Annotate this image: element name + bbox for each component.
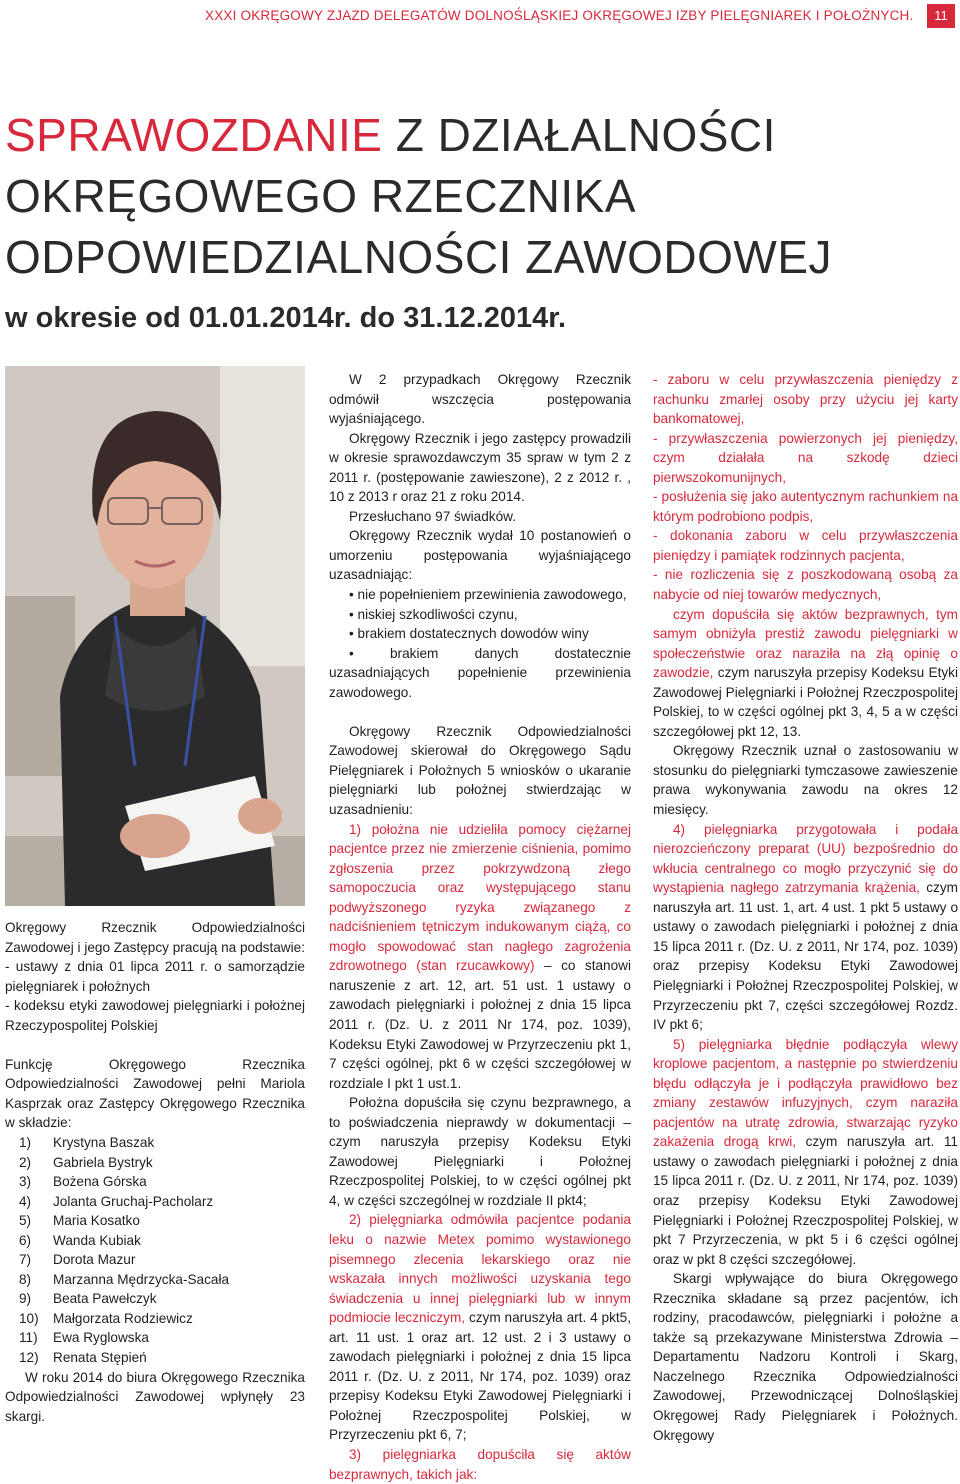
case-3-item: - dokonania zaboru w celu przywłaszczenia pieniędzy i pamiątek rodzinnych pacjenta, xyxy=(653,528,958,563)
page-number: 11 xyxy=(927,4,955,28)
title-line2: OKRĘGOWEGO RZECZNIKA xyxy=(5,170,637,222)
col2-paragraph: Okręgowy Rzecznik i jego zastępcy prowadzili w okresie sprawozdawczym 35 spraw w tym 2 z 2011 r. (postępowanie zawieszone), 2 z 2012 r. , 10 z 2013 r oraz 21 z roku 2014. xyxy=(329,430,631,505)
col1-paragraph: Okręgowy Rzecznik Odpowiedzialności Zawodowej i jego Zastępcy pracują na podstawie: xyxy=(5,920,305,955)
list-item: 2) Gabriela Bystryk xyxy=(19,1154,153,1170)
col2-bullet: • brakiem dostatecznych dowodów winy xyxy=(349,626,589,642)
list-item: 4) Jolanta Gruchaj-Pacholarz xyxy=(19,1193,214,1209)
case-5: 5) pielęgniarka błędnie podłączyła wlewy kroplowe pacjentom, a następnie po stwierdzeniu błędu odłączyła je i podłączyła prawidłowo bez zmiany zestawów infuzyjnych, czym naraziła pacjentów na utratę zdrowia, stwarzając ryzyko zakażenia drogą krwi, czym naruszyła art. 11 ustawy o zawodach pielęgniarki i położnej z dnia 15 lipca 2011 r. (Dz. U. z 2011, Nr 174, poz. 1039) oraz przepisy Kodeksu Etyki Zawodowej Pielęgniarki i Położnej Rzeczpospolitej Polskiej, w pkt 7 Przyrzeczenia, w pkt 5 i 6 części ogólnej oraz w pkt 8 części szczegółowej. xyxy=(653,1036,958,1267)
list-item: 5) Maria Kosatko xyxy=(19,1213,140,1229)
column-2 xyxy=(329,370,631,1484)
col3-paragraph: czym dopuściła się aktów bezprawnych, tym samym obniżyła prestiż zawodu pielęgniarki w społeczeństwie oraz naraziła na złą opinię o zawodzie, czym naruszyła przepisy Kodeksu Etyki Zawodowej Pielęgniarki i Położnej Rzeczpospolitej Polskiej, to w części ogólnej pkt 3, 4, 5 a w części szczegółowej pkt 12, 13. xyxy=(653,606,958,739)
case-3-item: - zaboru w celu przywłaszczenia pieniędzy z rachunku zmarłej osoby przy użyciu jej karty bankomatowej, xyxy=(653,372,958,427)
portrait-illustration xyxy=(5,366,305,906)
col2-paragraph: Przesłuchano 97 świadków. xyxy=(349,508,516,524)
header-text: XXXI OKRĘGOWY ZJAZD DELEGATÓW DOLNOŚLĄSKIEJ OKRĘGOWEJ IZBY PIELĘGNIAREK I POŁOŻNYCH. xyxy=(205,8,914,23)
members-list xyxy=(5,1133,305,1368)
running-header xyxy=(0,0,960,40)
column-3 xyxy=(653,370,958,1445)
col3-paragraph: Skargi wpływające do biura Okręgowego Rzecznika składane są przez pacjentów, ich rodziny, pracodawców, pielęgniarki i położne a także są przekazywane Ministerstwa Zdrowia – Departamentu Nadzoru Kontroli i Skarg, Naczelnego Rzecznika Odpowiedzialności Zawodowej, Przewodniczącej Dolnośląskiej Okręgowej Rady Pielęgniarek i Położnych. Okręgowy xyxy=(653,1271,958,1443)
col2-paragraph: W 2 przypadkach Okręgowy Rzecznik odmówił wszczęcia postępowania wyjaśniającego. xyxy=(329,372,631,427)
col2-bullet: • niskiej szkodliwości czynu, xyxy=(349,606,518,622)
list-item: 3) Bożena Górska xyxy=(19,1174,147,1190)
title-line1-rest: Z DZIAŁALNOŚCI xyxy=(382,109,776,161)
col2-bullet: • nie popełnieniem przewinienia zawodowego, xyxy=(349,587,627,603)
list-item: 6) Wanda Kubiak xyxy=(19,1232,141,1248)
col2-paragraph: Położna dopuściła się czynu bezprawnego, a to poświadczenia nieprawdy w dokumentacji – czym naruszyła przepisy Kodeksu Etyki Zawodowej Pielęgniarki i Położnej Rzeczpospolitej Polskiej, to w części ogólnej pkt 4, w części szczególnej w rozdziale II pkt4; xyxy=(329,1095,631,1208)
col1-basis-item: - kodeksu etyki zawodowej pielęgniarki i położnej Rzeczypospolitej Polskiej xyxy=(5,998,305,1033)
case-3-item: - posłużenia się jako autentycznym rachunkiem na którym podrobiono podpis, xyxy=(653,489,958,524)
column-1 xyxy=(5,918,305,1426)
page-title xyxy=(5,105,955,288)
list-item: 11) Ewa Ryglowska xyxy=(19,1330,149,1346)
case-2: 2) pielęgniarka odmówiła pacjentce podania leku o nazwie Metex pomimo wystawionego pisemnego zlecenia lekarskiego oraz nie wskazała innych możliwości uzyskania tego świadczenia u innej pielęgniarki lub w innym podmiocie leczniczym, czym naruszyła art. 4 pkt5, art. 11 ust. 1 oraz art. 12 ust. 2 i 3 ustawy o zawodach pielęgniarki i położnej z dnia 15 lipca 2011 r. (Dz. U. z 2011, Nr 174, poz. 1039) oraz przepisy Kodeksu Etyki Zawodowej Pielęgniarki i Położnej Rzeczpospolitej Polskiej, w Przyrzeczeniu pkt 6, 7; xyxy=(329,1212,631,1443)
col2-paragraph: Okręgowy Rzecznik Odpowiedzialności Zawodowej skierował do Okręgowego Sądu Pielęgniarek i Położnych 5 wniosków o ukaranie pielęgniarki lub położnej stwierdzając w uzasadnieniu: xyxy=(329,723,631,817)
col2-paragraph: Okręgowy Rzecznik wydał 10 postanowień o umorzeniu postępowania wyjaśniającego uzasadniając: xyxy=(329,528,631,583)
title-line3: ODPOWIEDZIALNOŚCI ZAWODOWEJ xyxy=(5,231,833,283)
list-item: 8) Marzanna Mędrzycka-Sacała xyxy=(19,1271,230,1287)
list-item: 1) Krystyna Baszak xyxy=(19,1134,155,1150)
case-1: 1) położna nie udzieliła pomocy ciężarnej pacjentce przez nie zmierzenie ciśnienia, pomimo zgłoszenia przez pokrzywdzoną złego samopoczucia oraz występującego stanu podwyższonego ryzyka związanego z nadciśnieniem tętniczym indukowanym ciążą, co mogło spowodować stan nagłego zagrożenia zdrowotnego (stan rzucawkowy) – co stanowi naruszenie z art. 12, art. 51 ust. 1 ustawy o zawodach pielęgniarki i położnej z dnia 15 lipca 2011 r. (Dz. U. z 2011 Nr 174, poz. 1039), Kodeksu Etyki Zawodowej w Przyrzeczeniu pkt 1, 7 części ogólnej, pkt 6 w części szczegółowej w rozdziale I pkt 1 ust.1. xyxy=(329,821,632,1091)
col1-paragraph: W roku 2014 do biura Okręgowego Rzecznika Odpowiedzialności Zawodowej wpłynęły 23 skargi. xyxy=(5,1369,305,1424)
page-subtitle: w okresie od 01.01.2014r. do 31.12.2014r. xyxy=(5,302,567,334)
col2-bullet: • brakiem danych dostatecznie uzasadniających popełnienie przewinienia zawodowego. xyxy=(329,645,631,700)
col1-paragraph: Funkcję Okręgowego Rzecznika Odpowiedzialności Zawodowej pełni Mariola Kasprzak oraz Zastępcy Okręgowego Rzecznika w składzie: xyxy=(5,1056,305,1131)
list-item: 12) Renata Stępień xyxy=(19,1349,147,1365)
list-item: 7) Dorota Mazur xyxy=(19,1252,136,1268)
case-4: 4) pielęgniarka przygotowała i podała nierozcieńczony preparat (UU) bezpośrednio do wkłucia centralnego co mogło przyczynić się do wystąpienia nagłego zatrzymania krążenia, czym naruszyła art. 11 ust. 1, art. 4 ust. 1 pkt 5 ustawy o ustawy o zawodach pielęgniarki i położnej z dnia 15 lipca 2011 r. (Dz. U. z 2011, Nr 174, poz. 1039) oraz przepisy Kodeksu Etyki Zawodowej Pielęgniarki i Położnej Rzeczpospolitej Polskiej, w Przyrzeczeniu pkt 7, części szczegółowej Rozdz. IV pkt 6; xyxy=(653,821,958,1033)
portrait-photo xyxy=(5,366,305,906)
col3-paragraph: Okręgowy Rzecznik uznał o zastosowaniu w stosunku do pielęgniarki tymczasowe zawieszenie prawa wykonywania zawodu na okres 12 miesięcy. xyxy=(653,743,958,818)
case-3-item: - przywłaszczenia powierzonych jej pieniędzy, czym działała na szkodę dzieci pierwszokomunijnych, xyxy=(653,430,958,485)
col1-basis-item: - ustawy z dnia 01 lipca 2011 r. o samorządzie pielęgniarek i położnych xyxy=(5,959,305,994)
list-item: 9) Beata Pawełczyk xyxy=(19,1291,157,1307)
case-3: 3) pielęgniarka dopuściła się aktów bezprawnych, takich jak: xyxy=(329,1447,631,1482)
title-word-red: SPRAWOZDANIE xyxy=(5,109,383,161)
case-3-item: - nie rozliczenia się z poszkodowaną osobą za nabycie od niej towarów medycznych, xyxy=(653,567,958,603)
list-item: 10) Małgorzata Rodziewicz xyxy=(19,1310,193,1326)
